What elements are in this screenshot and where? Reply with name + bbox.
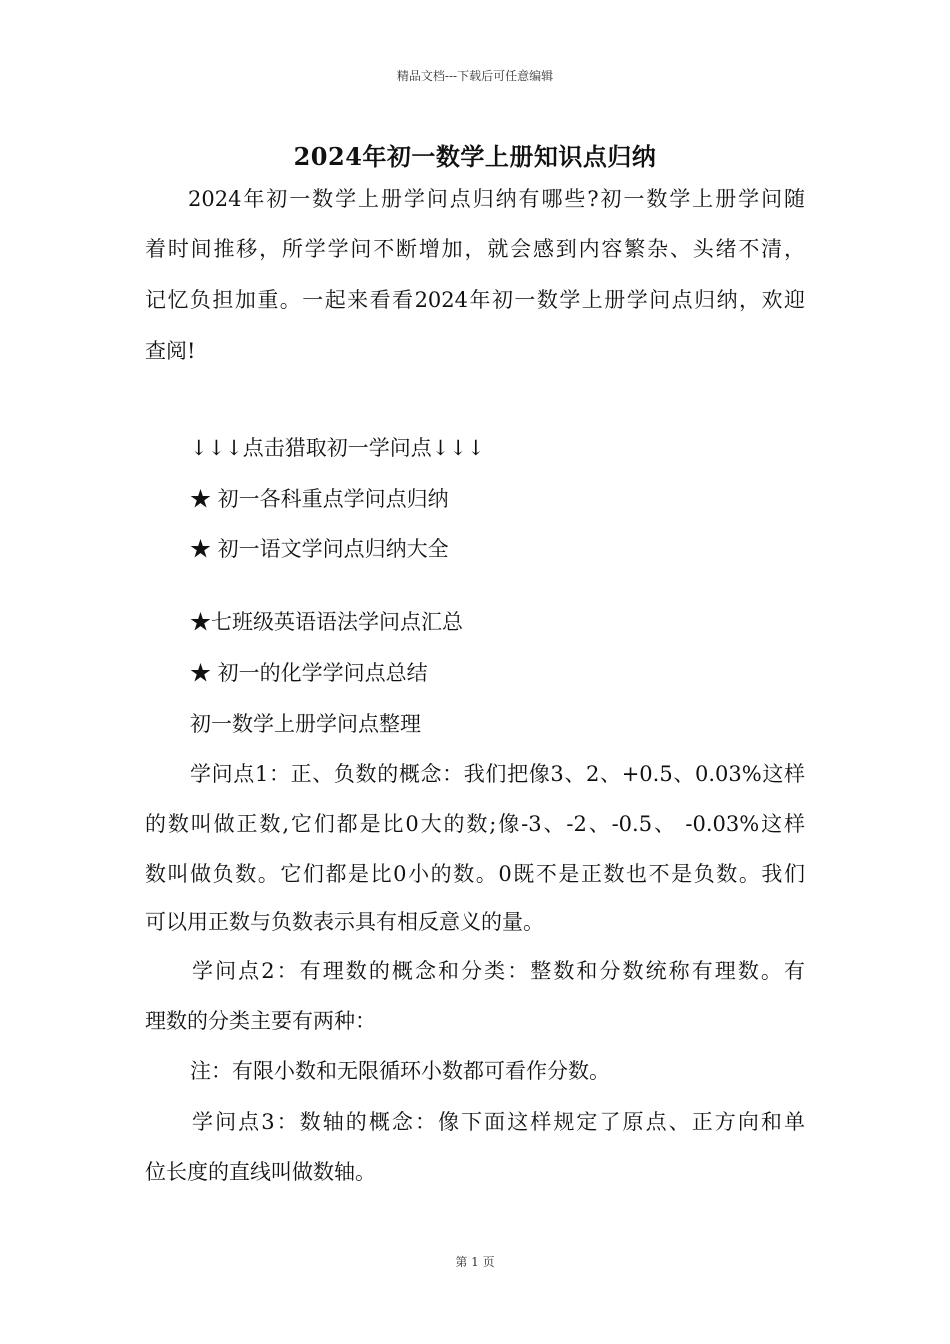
point2-line-1: 学问点2：有理数的概念和分类：整数和分数统称有理数。有 xyxy=(192,959,805,983)
page-header: 精品文档---下载后可任意编辑 xyxy=(396,69,554,83)
link-item-chemistry[interactable]: ★ 初一的化学学问点总结 xyxy=(190,661,428,685)
point1-line-3: 数叫做负数。它们都是比0小的数。0既不是正数也不是负数。我们 xyxy=(145,862,805,886)
point1-line-2: 的数叫做正数,它们都是比0大的数;像-3、-2、-0.5、 -0.03%这样 xyxy=(145,812,805,836)
link-item-chinese[interactable]: ★ 初一语文学问点归纳大全 xyxy=(190,537,449,561)
page-number: 第 1 页 xyxy=(455,1255,495,1269)
links-heading[interactable]: ↓↓↓点击猎取初一学问点↓↓↓ xyxy=(190,436,485,460)
intro-line-1: 2024年初一数学上册学问点归纳有哪些?初一数学上册学问随 xyxy=(188,187,805,211)
point2-line-2: 理数的分类主要有两种： xyxy=(145,1009,376,1033)
section-title: 初一数学上册学问点整理 xyxy=(190,712,421,736)
link-item-english[interactable]: ★七班级英语语法学问点汇总 xyxy=(190,610,463,634)
intro-line-2: 着时间推移，所学学问不断增加，就会感到内容繁杂、头绪不清， xyxy=(145,237,805,261)
point1-line-1: 学问点1：正、负数的概念：我们把像3、2、+0.5、0.03%这样 xyxy=(190,762,805,786)
point3-line-2: 位长度的直线叫做数轴。 xyxy=(145,1160,376,1184)
intro-line-3: 记忆负担加重。一起来看看2024年初一数学上册学问点归纳，欢迎 xyxy=(145,288,805,312)
note-text: 注：有限小数和无限循环小数都可看作分数。 xyxy=(190,1059,610,1083)
point3-line-1: 学问点3：数轴的概念：像下面这样规定了原点、正方向和单 xyxy=(192,1110,805,1134)
point1-line-4: 可以用正数与负数表示具有相反意义的量。 xyxy=(145,910,544,934)
intro-line-4: 查阅! xyxy=(145,339,196,363)
link-item-subjects[interactable]: ★ 初一各科重点学问点归纳 xyxy=(190,487,449,511)
document-title: 2024年初一数学上册知识点归纳 xyxy=(293,142,657,171)
